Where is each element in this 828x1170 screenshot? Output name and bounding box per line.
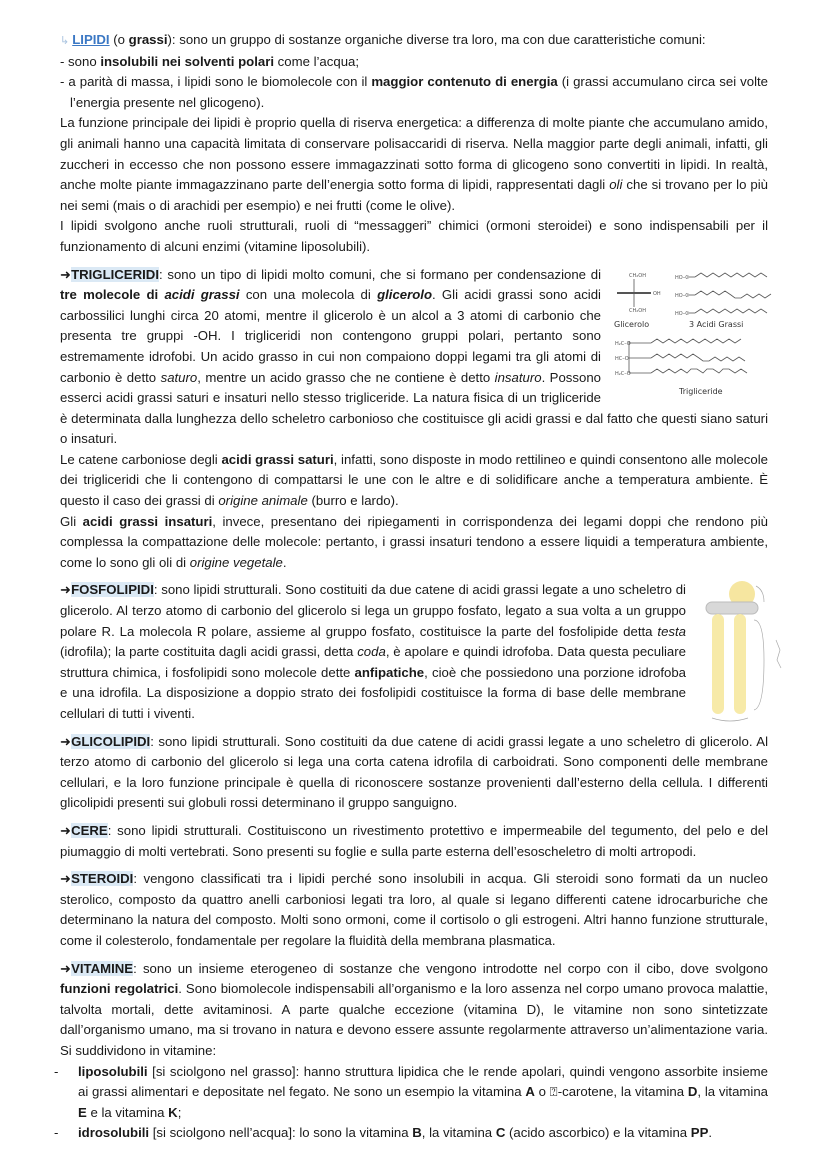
- text-run: : sono lipidi strutturali. Sono costituiti da due catene di acidi grassi legate a uno scheletro di glicerolo. Al terzo atomo di carbonio del glicerolo si lega un gruppo fosfato, legato a sua volta a un gruppo polare R. La molecola R polare, assieme al gruppo fosfato, costituisce la parte del fosfolipide detta: [60, 582, 686, 639]
- text-run: K: [168, 1104, 178, 1120]
- text-run: come l’acqua;: [274, 53, 360, 69]
- text-run: .: [708, 1125, 713, 1141]
- intro-bullet: [60, 72, 768, 113]
- text-run: (i grassi accumulano circa sei volte l’energia presente nel glicogeno).: [70, 74, 768, 110]
- paragraph: [60, 512, 768, 574]
- text-run: testa: [657, 623, 686, 639]
- text-run: oli: [609, 177, 623, 193]
- text-run: ➜: [60, 871, 72, 887]
- paragraph: [60, 821, 768, 862]
- text-run: , è apolare e quindi idrofoba. Data questa peculiare struttura chimica, i fosfolipidi sono molecole dette: [60, 644, 686, 680]
- paragraph: [60, 580, 768, 724]
- text-run: (idrofila); la parte costituita dagli acidi grassi, detta: [60, 644, 358, 660]
- list-marker: -: [54, 1063, 59, 1079]
- triglyceride-label: Trigliceride: [679, 386, 723, 396]
- phospholipid-diagram: [694, 580, 790, 724]
- document: [54, 30, 768, 1144]
- section-cere: [60, 821, 768, 862]
- text-run: A: [525, 1084, 535, 1100]
- section-heading: STEROIDI: [71, 871, 134, 887]
- text-run: ➜: [60, 582, 72, 598]
- text-run: coda: [357, 644, 386, 660]
- text-run: : sono lipidi strutturali. Costituiscono un rivestimento protettivo e impermeabile del tegumento, del pelo e del piumaggio di molti vertebrati. Sono presenti su foglie e sulla parte esterna dell’esoscheletro di molti artropodi.: [60, 822, 768, 859]
- text-run: ➜: [60, 822, 72, 838]
- section-heading: TRIGLICERIDI: [71, 266, 159, 282]
- text-run: ➜: [60, 960, 72, 976]
- list-item-text: [78, 1064, 768, 1120]
- intro-bullet: [60, 52, 768, 73]
- text-run: Le catene carboniose degli: [60, 451, 222, 467]
- list-marker: -: [54, 1125, 59, 1141]
- text-run: anfipatiche: [354, 664, 425, 680]
- text-run: insaturo: [494, 369, 542, 385]
- text-run: con una molecola di: [239, 287, 378, 303]
- text-run: grassi: [128, 32, 168, 47]
- paragraph: [60, 732, 768, 814]
- text-run: glicerolo: [377, 287, 433, 303]
- text-run: La funzione principale dei lipidi è proprio quella di riserva energetica: a differenza di molte piante che accumulano amido, gli animali hanno una capacità limitata di conservare polisaccaridi di riserva. Nella maggior parte degli animali, infatti, gli zuccheri in eccesso che non possono essere immagazzinati sotto forma di glicogeno sono convertiti in lipidi. In realtà, anche molte piante immagazzinano parte dell’energia sotto forma di lipidi, rappresentati dagli: [60, 115, 768, 193]
- text-run: . Possono esserci acidi grassi saturi e insaturi nello stesso trigliceride. La natura fisica di un trigliceride è determinata dalla lunghezza dello scheletro carbonioso che costituisce gli acidi grassi e dal fatto che questi siano saturi o insaturi.: [60, 369, 768, 447]
- text-run: : sono un insieme eterogeneo di sostanze che vengono introdotte nel corpo con il cibo, dove svolgono: [133, 960, 768, 976]
- text-run: : sono lipidi strutturali. Sono costituiti da due catene di acidi grassi legate a uno scheletro di glicerolo. Al terzo atomo di carbonio del glicerolo si lega una corta catena idrofila di carboidrati. Sono componenti delle membrane cellulari, e la loro funzione principale è quella di riconoscere sostanze provenienti dall’esterno della cellula. I differenti glicolipidi presenti sui globuli rossi determinano il gruppo sanguigno.: [60, 733, 768, 811]
- text-run: , la vitamina: [421, 1125, 496, 1141]
- text-run: : sono un tipo di lipidi molto comuni, che si formano per condensazione di: [158, 266, 601, 282]
- text-run: acidi grassi insaturi: [82, 513, 213, 529]
- text-run: . Gli acidi grassi sono acidi carbossilici lunghi circa 20 atomi, mentre il glicerolo è un alcol a 3 atomi di carbonio che presenta tre gruppi -OH. I trigliceridi non contengono gruppi polari, pertanto sono estremamente idrofobi. Un acido grasso in cui non compaiono doppi legami tra gli atomi di carbonio è detto: [60, 287, 601, 385]
- text-run: . Sono biomolecole indispensabili all’organismo e la loro assenza nel corpo umano provoca malattie, talvolta mortali, dette avitaminosi. A parte qualche eccezione (vitamina D), le vitamine non sono sintetizzate dall’organismo umano, ma si trovano in natura e devono essere assunte regolarmente attraverso un’alimentazione varia. Si suddividono in vitamine:: [60, 981, 768, 1058]
- svg-text:HO–C: HO–C: [675, 310, 689, 317]
- text-run: , infatti, sono disposte in modo rettilineo e quindi consentono alle molecole dei trigliceridi che li contengono di compattarsi le une con le altre e di solidificare anche a temperatura ambiente. È questo il caso dei grassi di: [60, 451, 768, 509]
- svg-text:H₂C–O: H₂C–O: [615, 340, 631, 347]
- text-run: ): sono un gruppo di sostanze organiche diverse tra loro, ma con due caratteristiche comuni:: [167, 32, 706, 47]
- text-run: funzioni regolatrici: [60, 981, 179, 997]
- text-run: .: [282, 554, 287, 570]
- svg-text:OH: OH: [653, 290, 661, 297]
- text-run: (acido ascorbico) e la vitamina: [505, 1125, 691, 1141]
- text-run: [si sciolgono nel grasso]: hanno struttura lipidica che le rende apolari, quindi vengono assorbite insieme ai grassi alimentari e depositate nel fegato. Ne sono un esempio la vitamina: [78, 1063, 768, 1100]
- text-run: (o: [109, 32, 129, 47]
- text-run: C: [495, 1125, 506, 1141]
- text-run: origine animale: [218, 493, 308, 509]
- text-run: liposolubili: [78, 1063, 148, 1079]
- section-trigliceridi: [60, 265, 768, 574]
- paragraph: [60, 450, 768, 512]
- text-run: PP: [690, 1125, 709, 1141]
- section-steroidi: [60, 869, 768, 951]
- text-run: , mentre un acido grasso che ne contiene è detto: [197, 369, 495, 385]
- section-heading: CERE: [71, 822, 108, 838]
- text-run: [si sciolgono nell’acqua]: lo sono la vitamina: [149, 1125, 413, 1141]
- text-run: - a parità di massa, i lipidi sono le biomolecole con il: [60, 74, 372, 90]
- section-glicolipidi: [60, 732, 768, 814]
- paragraph: [60, 113, 768, 216]
- intro-title-paragraph: [60, 30, 768, 52]
- section-lipidi: [60, 30, 768, 258]
- text-run: I lipidi svolgono anche ruoli strutturali, ruoli di “messaggeri” chimici (ormoni steroidei) e sono indispensabili per il funzionamento di alcuni enzimi (vitamine liposolubili).: [60, 218, 768, 254]
- section-heading: VITAMINE: [71, 960, 134, 976]
- vitamin-list-item: [54, 1123, 768, 1144]
- text-run: acidi grassi: [164, 287, 240, 303]
- lipidi-link[interactable]: LIPIDI: [72, 32, 110, 47]
- section-vitamine: [54, 959, 768, 1144]
- text-run: , invece, presentano dei ripiegamenti in corrispondenza dei legami doppi che rendono più complessa la compattazione delle molecole: pertanto, i grassi insaturi tendono a essere liquidi a temperatura ambiente, come lo sono gli oli di: [60, 513, 768, 570]
- text-run: ➜: [60, 266, 72, 282]
- svg-text:HC–O: HC–O: [615, 355, 629, 362]
- svg-text:H₂C–O: H₂C–O: [615, 370, 631, 377]
- section-heading: GLICOLIPIDI: [71, 733, 151, 749]
- text-run: , cioè che possiedono una porzione idrofoba e una idrofila. La disposizione a doppio strato dei fosfolipidi costituisce la forma di base delle membrane cellulari di tutti i viventi.: [60, 664, 686, 721]
- text-run: (burro e lardo).: [307, 493, 399, 509]
- fatty-acids-label: 3 Acidi Grassi: [689, 319, 744, 329]
- list-item-text: [78, 1125, 712, 1140]
- paragraph: [60, 869, 768, 951]
- text-run: maggior contenuto di energia: [371, 74, 558, 90]
- section-fosfolipidi: [60, 580, 768, 724]
- text-run: o ⍰-carotene, la vitamina: [534, 1084, 688, 1100]
- svg-text:CH₂OH: CH₂OH: [629, 307, 646, 314]
- text-run: idrosolubili: [78, 1125, 150, 1141]
- svg-text:CH₂OH: CH₂OH: [629, 272, 646, 279]
- text-run: - sono: [60, 53, 101, 69]
- svg-text:HO–C: HO–C: [675, 274, 689, 281]
- text-run: tre molecole di: [60, 287, 165, 303]
- text-run: ;: [177, 1104, 182, 1120]
- text-run: che si trovano per lo più nei semi (mais o di arachidi per esempio) e nei frutti (come le olive).: [60, 177, 768, 213]
- vitamin-list-item: [54, 1062, 768, 1124]
- text-run: acidi grassi saturi: [221, 451, 334, 467]
- text-run: E: [78, 1104, 87, 1120]
- paragraph: [60, 216, 768, 257]
- text-run: : vengono classificati tra i lipidi perché sono insolubili in acqua. Gli steroidi sono formati da un nucleo sterolico, composto da quattro anelli carboniosi legati tra loro, al quale si legano differenti catene idrocarburiche che determinano la natura del composto. Molti sono ormoni, come il cortisolo o gli estrogeni. Altri hanno funzione strutturale, come il colesterolo, fondamentale per regolare la fluidità della membrana plasmatica.: [60, 871, 768, 948]
- text-run: , la vitamina: [697, 1084, 768, 1100]
- text-run: insolubili nei solventi polari: [100, 53, 274, 69]
- text-run: Gli: [60, 513, 83, 529]
- text-run: e la vitamina: [86, 1104, 169, 1120]
- text-run: D: [687, 1084, 698, 1100]
- section-heading: FOSFOLIPIDI: [71, 582, 154, 598]
- svg-text:HO–C: HO–C: [675, 292, 689, 299]
- return-arrow-icon: ↳: [60, 35, 70, 47]
- text-run: ➜: [60, 733, 72, 749]
- triglyceride-diagram: [607, 265, 775, 407]
- text-run: B: [412, 1125, 422, 1141]
- glycerol-label: Glicerolo: [614, 319, 650, 329]
- paragraph: [60, 959, 768, 1062]
- text-run: saturo: [160, 369, 198, 385]
- text-run: origine vegetale: [189, 554, 283, 570]
